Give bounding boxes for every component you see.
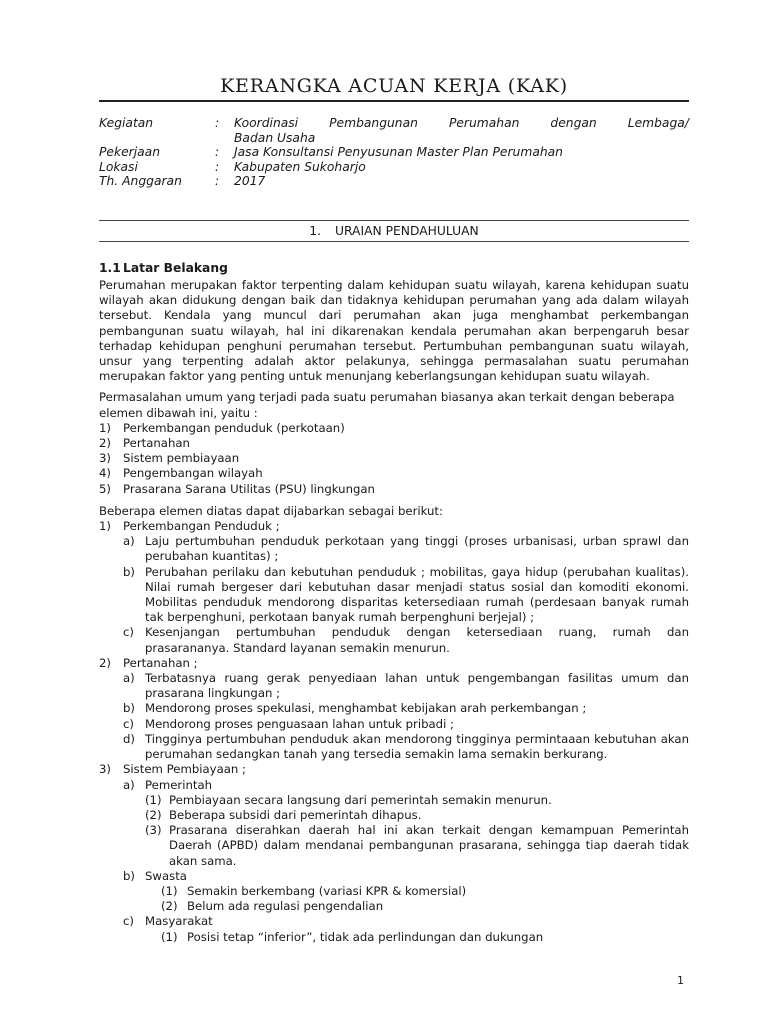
list-item (99, 869, 689, 884)
section-rule-bottom (99, 241, 689, 242)
list-marker: (3) (145, 823, 162, 838)
list-marker: c) (123, 914, 134, 929)
list-text: Prasarana diserahkan daerah hal ini akan terkait dengan kemampuan Pemerintah Daerah (APBD) dalam mendanai pembangunan prasarana, sehingga tiap daerah tidak akan sama. (169, 823, 689, 868)
meta-value-kegiatan (234, 116, 689, 131)
list-item (99, 482, 689, 497)
list-item (99, 519, 689, 534)
list-marker: 1) (99, 420, 111, 435)
list-marker: (1) (145, 792, 162, 807)
list-marker: b) (123, 564, 135, 579)
list-marker: a) (123, 534, 135, 549)
list-text: Tingginya pertumbuhan penduduk akan mendorong tingginya permintaaan kebutuhan akan perumahan sedangkan tanah yang tersedia semakin lama semakin berkurang. (145, 731, 689, 762)
list-marker: 2) (99, 655, 111, 670)
subsection-heading (99, 260, 228, 276)
list-text: Perkembangan Penduduk ; (123, 519, 280, 534)
meta-row-kegiatan-cont (99, 131, 689, 146)
list-marker: a) (123, 671, 135, 686)
list-marker: 4) (99, 466, 111, 481)
title-rule (99, 100, 689, 102)
list-text: Belum ada regulasi pengendalian (187, 899, 384, 914)
list-text: Mendorong proses penguasaan lahan untuk pribadi ; (145, 716, 454, 731)
list-text: Kesenjangan pertumbuhan penduduk dengan ketersediaan ruang, rumah dan prasarananya. Standard layanan semakin menurun. (145, 625, 689, 655)
meta-row-lokasi (99, 160, 689, 175)
list-marker: 1) (99, 519, 111, 534)
list-text: Mendorong proses spekulasi, menghambat kebijakan arah perkembangan ; (145, 701, 587, 716)
section-title: URAIAN PENDAHULUAN (334, 224, 479, 238)
list-marker: c) (123, 716, 134, 731)
meta-colon: : (215, 145, 220, 159)
list-item (99, 421, 689, 436)
list-item (99, 930, 689, 945)
list-text: Perkembangan penduduk (perkotaan) (123, 420, 345, 435)
list-text: Prasarana Sarana Utilitas (PSU) lingkungan (123, 481, 375, 496)
meta-colon-empty (215, 131, 234, 146)
list-marker: (2) (161, 899, 178, 914)
meta-label: Lokasi (99, 159, 138, 174)
meta-colon: : (215, 159, 220, 174)
list-text: Posisi tetap “inferior”, tidak ada perlindungan dan dukungan (187, 929, 544, 944)
meta-value-pekerjaan: Jasa Konsultansi Penyusunan Master Plan Perumahan (234, 145, 563, 159)
meta-row-anggaran (99, 174, 689, 189)
list-item (99, 466, 689, 481)
section-rule-top (99, 220, 689, 221)
meta-word: dengan (550, 116, 597, 130)
list-marker: 5) (99, 481, 111, 496)
list-item (99, 717, 689, 732)
meta-value-anggaran: 2017 (234, 174, 266, 188)
subsection-number: 1.1 (99, 261, 121, 275)
list-text: Pertanahan ; (123, 655, 198, 670)
list-marker: a) (123, 777, 135, 792)
list-text: Perubahan perilaku dan kebutuhan penduduk ; mobilitas, gaya hidup (perubahan kualitas). Nilai rumah bergeser dari kebutuhan dasar menjadi status sosial dan komoditi ekonomi. Mobilitas penduduk mendorong disparitas ketersediaan rumah (perdesaan banyak rumah tak berpenghuni, perkotaan banyak rumah berpenghuni berjejal) ; (145, 564, 689, 625)
section-number: 1. (309, 224, 321, 238)
meta-word: Perumahan (448, 116, 520, 130)
paragraph: Beberapa elemen diatas dapat dijabarkan sebagai berikut: (99, 503, 443, 518)
meta-label-empty (99, 131, 215, 146)
meta-value-kegiatan-line2: Badan Usaha (234, 130, 316, 145)
list-item (99, 778, 689, 793)
paragraph: Permasalahan umum yang terjadi pada suatu perumahan biasanya akan terkait dengan beberapa elemen dibawah ini, yaitu : (99, 390, 675, 420)
meta-word: Koordinasi (234, 116, 299, 130)
list-marker: b) (123, 868, 135, 883)
meta-word: Pembangunan (329, 116, 418, 130)
document-title: KERANGKA ACUAN KERJA (KAK) (220, 75, 568, 97)
page-number: 1 (677, 974, 684, 987)
meta-row-pekerjaan (99, 145, 689, 160)
list-item (99, 656, 689, 671)
list-item (99, 808, 689, 823)
meta-colon: : (215, 174, 220, 188)
list-item (99, 732, 689, 762)
list-marker: (2) (145, 807, 162, 822)
meta-block (99, 116, 689, 189)
list-text: Masyarakat (145, 914, 213, 929)
list-item (99, 436, 689, 451)
list-text: Pembiayaan secara langsung dari pemerintah semakin menurun. (169, 792, 552, 807)
list-item (99, 899, 689, 914)
list-marker: (1) (161, 929, 178, 944)
list-marker: 3) (99, 762, 111, 777)
list-marker: 2) (99, 436, 111, 451)
meta-value-lokasi: Kabupaten Sukoharjo (234, 159, 366, 174)
list-text: Sistem Pembiayaan ; (123, 762, 246, 777)
list-text: Pertanahan (123, 436, 190, 451)
list-text: Pengembangan wilayah (123, 466, 263, 481)
list-item (99, 884, 689, 899)
meta-colon: : (215, 116, 220, 130)
meta-word: Lembaga/ (627, 116, 689, 130)
list-text: Laju pertumbuhan penduduk perkotaan yang tinggi (proses urbanisasi, urban sprawl dan perubahan kuantitas) ; (145, 534, 689, 564)
list-marker: c) (123, 625, 134, 640)
document-body (99, 278, 689, 945)
section-heading (99, 223, 689, 239)
list-item (99, 823, 689, 869)
list-item (99, 565, 689, 626)
list-text: Semakin berkembang (variasi KPR & komersial) (187, 883, 467, 898)
list-item (99, 793, 689, 808)
list-marker: 3) (99, 451, 111, 466)
meta-row-kegiatan (99, 116, 689, 131)
list-marker: d) (123, 731, 135, 746)
list-item (99, 914, 689, 929)
meta-label: Pekerjaan (99, 145, 161, 159)
list-item (99, 701, 689, 716)
list-item (99, 451, 689, 466)
list-text: Sistem pembiayaan (123, 451, 240, 466)
list-text: Pemerintah (145, 777, 213, 792)
list-text: Terbatasnya ruang gerak penyediaan lahan untuk pengembangan fasilitas umum dan prasarana lingkungan ; (145, 671, 689, 701)
meta-label: Kegiatan (99, 116, 154, 130)
subsection-title: Latar Belakang (123, 261, 228, 275)
spacer (99, 497, 689, 504)
meta-label: Th. Anggaran (99, 174, 182, 188)
list-marker: (1) (161, 883, 178, 898)
list-item (99, 625, 689, 655)
paragraph: Perumahan merupakan faktor terpenting dalam kehidupan suatu wilayah, karena kehidupan suatu wilayah akan didukung dengan baik dan tidaknya kehidupan perumahan yang ada dalam wilayah tersebut. Kendala yang muncul dari perumahan akan juga menghambat perkembangan pembangunan suatu wilayah, hal ini dikarenakan kendala perumahan akan berpengaruh besar terhadap kehidupan penghuni perumahan tersebut. Pertumbuhan pembangunan suatu wilayah, unsur yang terpenting adalah aktor pelakunya, sehingga permasalahan suatu perumahan merupakan faktor yang penting untuk menunjang keberlangsungan kehidupan suatu wilayah. (99, 278, 689, 384)
list-text: Beberapa subsidi dari pemerintah dihapus. (169, 807, 422, 822)
list-item (99, 671, 689, 701)
list-item (99, 534, 689, 564)
list-marker: b) (123, 701, 135, 716)
list-text: Swasta (145, 868, 187, 883)
list-item (99, 762, 689, 777)
